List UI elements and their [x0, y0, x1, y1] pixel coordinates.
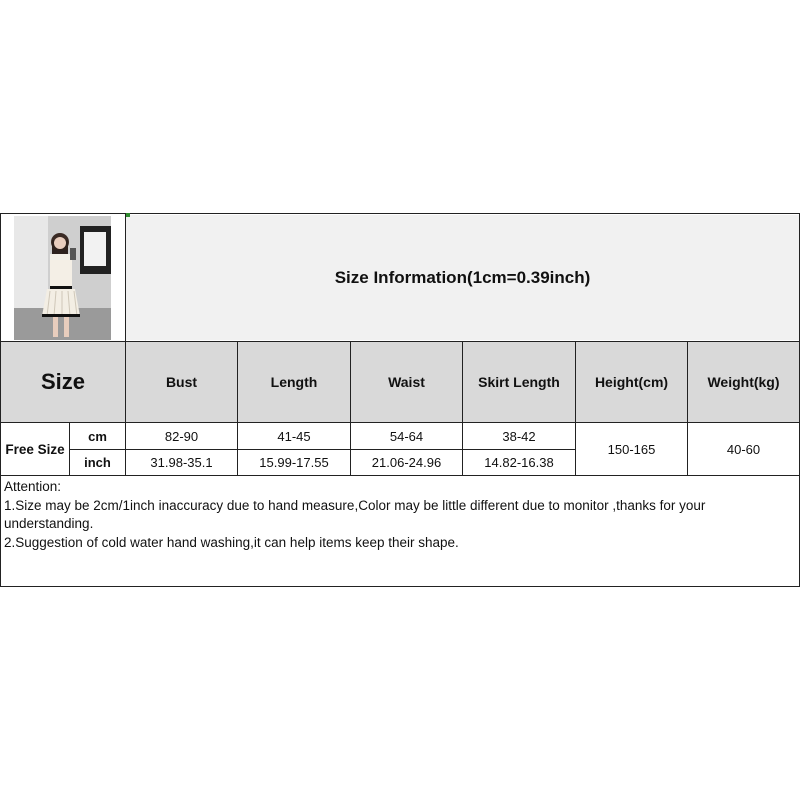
- unit-inch-label: inch: [84, 455, 111, 470]
- attention-line-1: 1.Size may be 2cm/1inch inaccuracy due to hand measure,Color may be little different due to monitor ,thanks for your understanding.: [4, 497, 706, 531]
- header-weight: [687, 341, 800, 423]
- header-skirt-length-label: Skirt Length: [478, 374, 560, 390]
- corner-marker: [126, 213, 130, 217]
- unit-inch-cell: [69, 449, 126, 476]
- header-weight-label: Weight(kg): [707, 374, 780, 390]
- header-bust-label: Bust: [165, 374, 198, 390]
- inch-skirt-length: [462, 449, 576, 476]
- inch-waist: [350, 449, 463, 476]
- unit-cm-label: cm: [88, 428, 107, 444]
- product-photo-image: [14, 216, 111, 340]
- size-label: Size: [40, 369, 86, 394]
- header-height-label: Height(cm): [594, 374, 669, 390]
- cm-length-value: 41-45: [277, 428, 311, 444]
- attention-line-2: 2.Suggestion of cold water hand washing,it can help items keep their shape.: [4, 534, 459, 550]
- inch-waist-value: 21.06-24.96: [371, 455, 442, 470]
- inch-skirt-length-value: 14.82-16.38: [484, 455, 554, 470]
- product-photo: [14, 216, 111, 340]
- cm-waist: [350, 422, 463, 450]
- chart-title: Size Information(1cm=0.39inch): [126, 215, 799, 340]
- unit-cm-cell: [69, 422, 126, 450]
- cm-bust-value: 82-90: [164, 428, 199, 444]
- header-length-label: Length: [270, 374, 318, 390]
- cm-length: [237, 422, 351, 450]
- weight-range: [687, 422, 800, 476]
- attention-notes: [4, 478, 794, 552]
- title-left-border: [125, 214, 126, 341]
- inch-bust: [125, 449, 238, 476]
- inch-length: [237, 449, 351, 476]
- attention-heading: Attention:: [4, 479, 62, 494]
- header-height: [575, 341, 688, 423]
- header-size-cell: [0, 341, 126, 423]
- free-size-label: Free Size: [5, 441, 65, 457]
- inch-bust-value: 31.98-35.1: [150, 455, 213, 470]
- cm-skirt-length: [462, 422, 576, 450]
- header-bust: [125, 341, 238, 423]
- cm-waist-value: 54-64: [389, 428, 424, 444]
- header-waist: [350, 341, 463, 423]
- cm-bust: [125, 422, 238, 450]
- header-waist-label: Waist: [388, 374, 425, 390]
- inch-length-value: 15.99-17.55: [259, 455, 329, 470]
- free-size-cell: [0, 422, 70, 476]
- header-skirt-length: [462, 341, 576, 423]
- weight-range-value: 40-60: [726, 441, 761, 457]
- height-range: [575, 422, 688, 476]
- header-length: [237, 341, 351, 423]
- height-range-value: 150-165: [607, 441, 656, 457]
- cm-skirt-length-value: 38-42: [502, 428, 536, 444]
